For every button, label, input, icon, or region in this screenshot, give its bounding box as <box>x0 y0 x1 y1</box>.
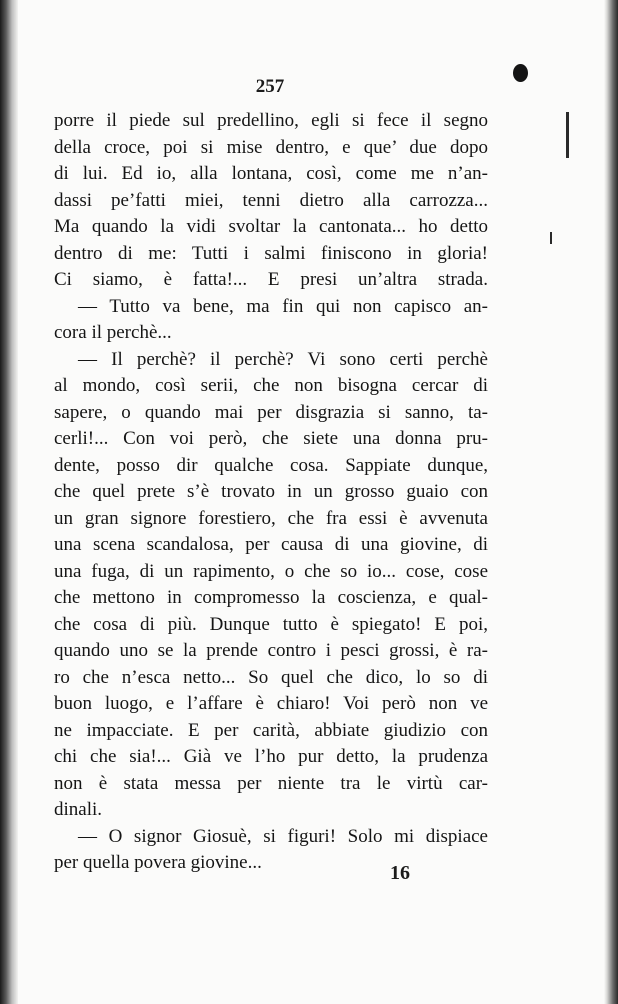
text-line: non è stata messa per niente tra le virtù car- <box>54 772 488 794</box>
text-line: dinali. <box>54 799 103 820</box>
text-line: ne impacciate. E per carità, abbiate giudizio con <box>54 719 488 741</box>
text-line: Ci siamo, è fatta!... E presi un’altra strada. <box>54 269 488 290</box>
text-line: dente, posso dir qualche cosa. Sappiate dunque, <box>54 454 488 476</box>
text-line: della croce, poi si mise dentro, e que’ due dopo <box>54 136 488 158</box>
page-edge-shadow <box>604 0 618 1004</box>
text-line: che cosa di più. Dunque tutto è spiegato! E poi, <box>54 613 488 635</box>
text-line: dassi pe’fatti miei, tenni dietro alla carrozza... <box>54 189 488 211</box>
page-number: 257 <box>255 76 285 97</box>
margin-mark <box>566 112 569 158</box>
text-line: — Tutto va bene, ma fin qui non capisco an- <box>78 295 488 317</box>
text-line: dentro di me: Tutti i salmi finiscono in gloria! <box>54 242 488 264</box>
text-line: — O signor Giosuè, si figuri! Solo mi dispiace <box>78 825 488 847</box>
text-line: Ma quando la vidi svoltar la cantonata... ho detto <box>54 216 488 237</box>
body-text <box>54 108 488 877</box>
margin-mark <box>550 232 552 244</box>
text-line: — Il perchè? il perchè? Vi sono certi perchè <box>78 348 488 370</box>
text-line: porre il piede sul predellino, egli si fece il segno <box>54 110 488 131</box>
text-line: chi che sia!... Già ve l’ho pur detto, la prudenza <box>54 746 488 767</box>
text-line: per quella povera giovine... <box>54 852 262 873</box>
text-line: una scena scandalosa, per causa di una giovine, di <box>54 534 488 555</box>
text-line: buon luogo, e l’affare è chiaro! Voi però non ve <box>54 693 488 714</box>
text-line: un gran signore forestiero, che fra essi è avvenuta <box>54 507 488 529</box>
page-gutter-shadow <box>0 0 18 1004</box>
text-line: una fuga, di un rapimento, o che so io... cose, cose <box>54 560 488 582</box>
text-line: cora il perchè... <box>54 322 172 343</box>
text-line: ro che n’esca netto... So quel che dico, lo so di <box>54 666 488 688</box>
text-line: quando uno se la prende contro i pesci grossi, è ra- <box>54 640 488 661</box>
text-line: al mondo, così serii, che non bisogna cercar di <box>54 375 488 396</box>
text-line: che mettono in compromesso la coscienza, e qual- <box>54 587 488 608</box>
signature-mark: 16 <box>390 862 410 884</box>
text-line: di lui. Ed io, alla lontana, così, come me n’an- <box>54 163 488 184</box>
text-line: che quel prete s’è trovato in un grosso guaio con <box>54 481 488 502</box>
text-line: cerli!... Con voi però, che siete una donna pru- <box>54 428 488 449</box>
text-line: sapere, o quando mai per disgrazia si sanno, ta- <box>54 401 488 423</box>
